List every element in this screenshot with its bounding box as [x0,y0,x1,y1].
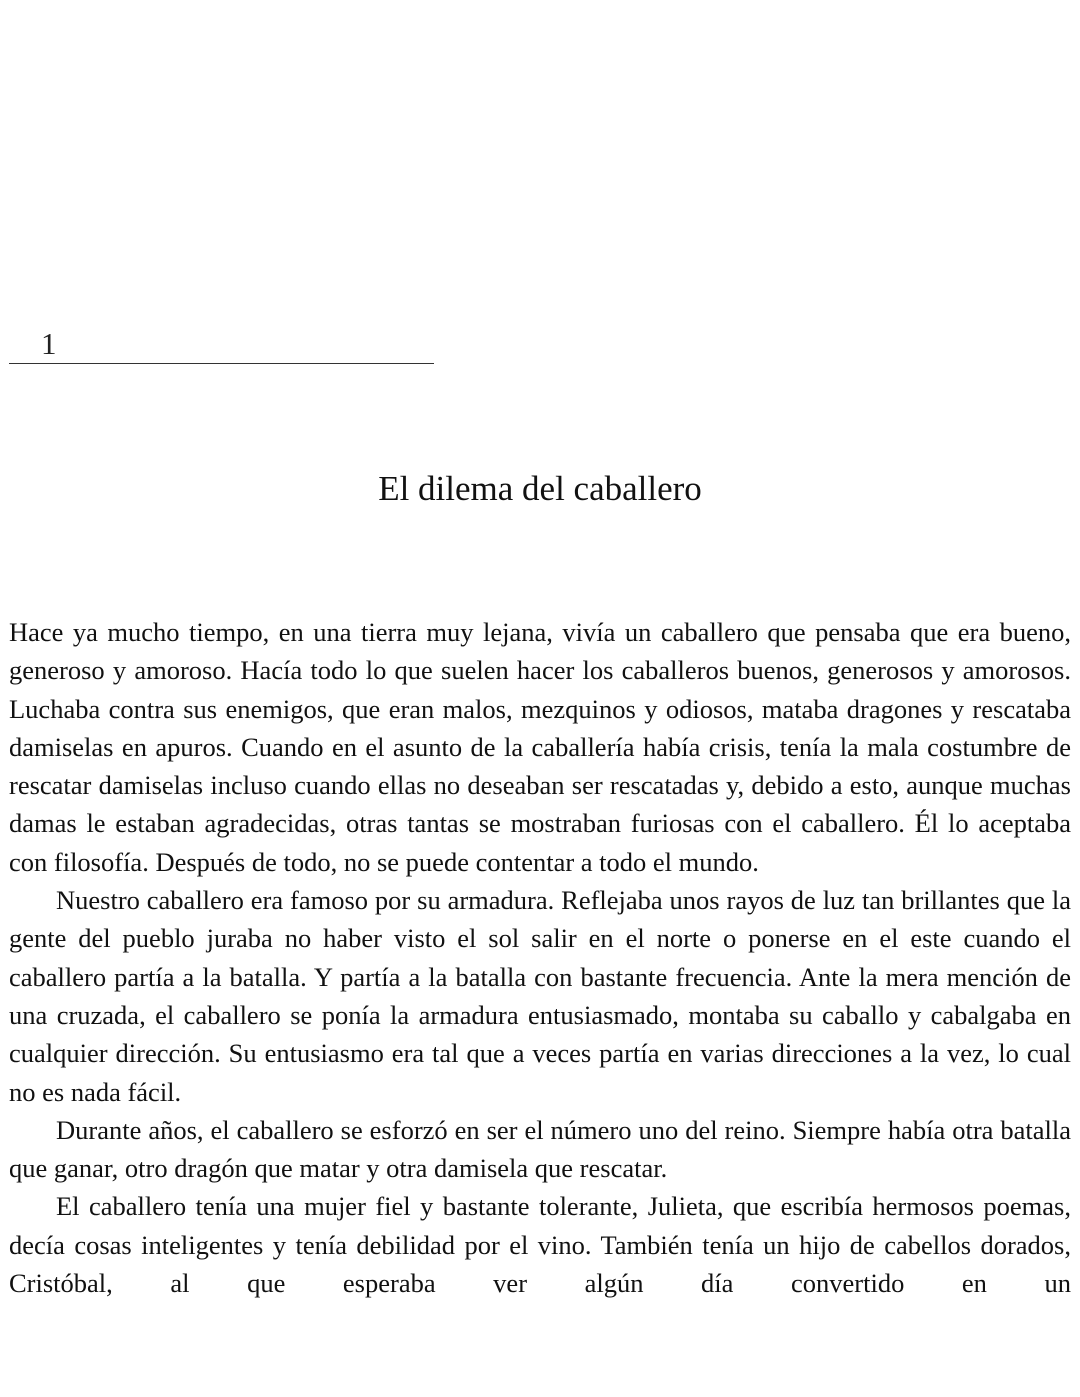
paragraph-4: El caballero tenía una mujer fiel y bastante tolerante, Julieta, que escribía hermosos poemas, decía cosas inteligentes y tenía debilidad por el vino. También tenía un hijo de cabellos dorados, Cristóbal, al que esperaba ver algún día convertido en un [9,1191,1071,1299]
chapter-title: El dilema del caballero [378,469,702,508]
chapter-number: 1 [41,326,57,361]
paragraph-3: Durante años, el caballero se esforzó en ser el número uno del reino. Siempre había otra batalla que ganar, otro dragón que matar y otra damisela que rescatar. [9,1114,1071,1184]
chapter-body [9,613,1071,1302]
paragraph-2: Nuestro caballero era famoso por su armadura. Reflejaba unos rayos de luz tan brillantes que la gente del pueblo juraba no haber visto el sol salir en el norte o ponerse en el este cuando el caballero partía a la batalla. Y partía a la batalla con bastante frecuencia. Ante la mera mención de una cruzada, el caballero se ponía la armadura entusiasmado, montaba su caballo y cabalgaba en cualquier dirección. Su entusiasmo era tal que a veces partía en varias direcciones a la vez, lo cual no es nada fácil. [9,885,1071,1107]
chapter-divider [9,363,434,364]
paragraph-1: Hace ya mucho tiempo, en una tierra muy lejana, vivía un caballero que pensaba que era bueno, generoso y amoroso. Hacía todo lo que suelen hacer los caballeros buenos, generosos y amorosos. Luchaba contra sus enemigos, que eran malos, mezquinos y odiosos, mataba dragones y rescataba damiselas en apuros. Cuando en el asunto de la caballería había crisis, tenía la mala costumbre de rescatar damiselas incluso cuando ellas no deseaban ser rescatadas y, debido a esto, aunque muchas damas le estaban agradecidas, otras tantas se mostraban furiosas con el caballero. Él lo aceptaba con filosofía. Después de todo, no se puede contentar a todo el mundo. [9,617,1071,877]
